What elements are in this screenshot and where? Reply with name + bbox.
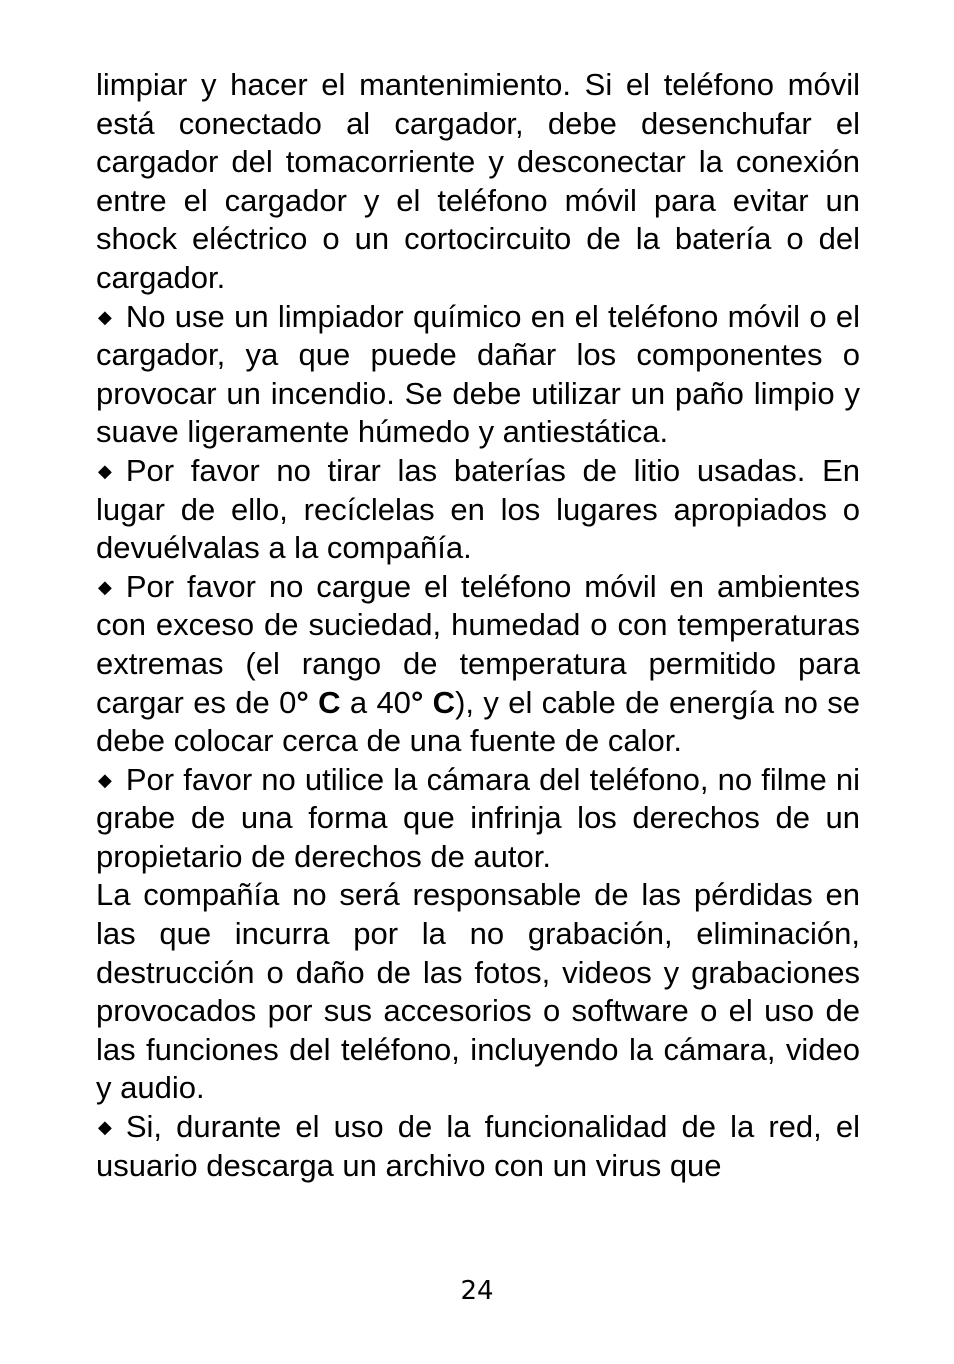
diamond-bullet-icon: ◆ xyxy=(98,576,112,597)
bullet-item-network-virus xyxy=(96,1108,860,1185)
bullet-item-chemical-cleaner xyxy=(96,298,860,452)
bullet-item-camera-copyright xyxy=(96,761,860,877)
diamond-bullet-icon: ◆ xyxy=(98,306,112,327)
bullet-item-lithium-batteries xyxy=(96,452,860,568)
diamond-bullet-icon: ◆ xyxy=(98,1117,112,1138)
paragraph-text: limpiar y hacer el mantenimiento. Si el teléfono móvil está conectado al cargador, debe desenchufar el cargador del tomacorriente y desconectar la conexión entre el cargador y el teléfono móvil para evitar un shock eléctrico o un cortocircuito de la batería o del cargador. xyxy=(96,67,860,295)
paragraph-liability xyxy=(96,876,860,1108)
document-page xyxy=(96,66,860,1185)
paragraph-text-segment: ), y el cable de energía no se debe colocar cerca de una fuente de calor. xyxy=(96,684,861,759)
page-number: 24 xyxy=(460,1276,494,1306)
paragraph-text: Por favor no tirar las baterías de litio usadas. En lugar de ello, recíclelas en los lugares apropiados o devuélvalas a la compañía. xyxy=(96,452,860,566)
paragraph-text-segment: Por favor no cargue el teléfono móvil en ambientes con exceso de suciedad, humedad o con temperaturas extremas (el rango de temperatura permitido para cargar es de 0 xyxy=(96,568,860,720)
paragraph-text: Por favor no utilice la cámara del teléfono, no filme ni grabe de una forma que infrinja los derechos de un propietario de derechos de autor. xyxy=(96,761,860,874)
temperature-unit-bold: ° C xyxy=(296,684,341,720)
bullet-item-charging-environment xyxy=(96,568,860,761)
paragraph-text: No use un limpiador químico en el teléfono móvil o el cargador, ya que puede dañar los componentes o provocar un incendio. Se debe utilizar un paño limpio y suave ligeramente húmedo y antiestática. xyxy=(96,298,860,450)
temperature-unit-bold: ° C xyxy=(410,684,456,720)
paragraph-maintenance xyxy=(96,66,860,298)
paragraph-text-segment: a 40 xyxy=(340,684,411,720)
diamond-bullet-icon: ◆ xyxy=(98,460,112,481)
diamond-bullet-icon: ◆ xyxy=(98,769,112,790)
paragraph-text: La compañía no será responsable de las pérdidas en las que incurra por la no grabación, eliminación, destrucción o daño de las fotos, videos y grabaciones provocados por sus accesorios o software o el uso de las funciones del teléfono, incluyendo la cámara, video y audio. xyxy=(96,877,860,1106)
paragraph-text: Si, durante el uso de la funcionalidad de la red, el usuario descarga un archivo con un virus que xyxy=(96,1109,860,1183)
